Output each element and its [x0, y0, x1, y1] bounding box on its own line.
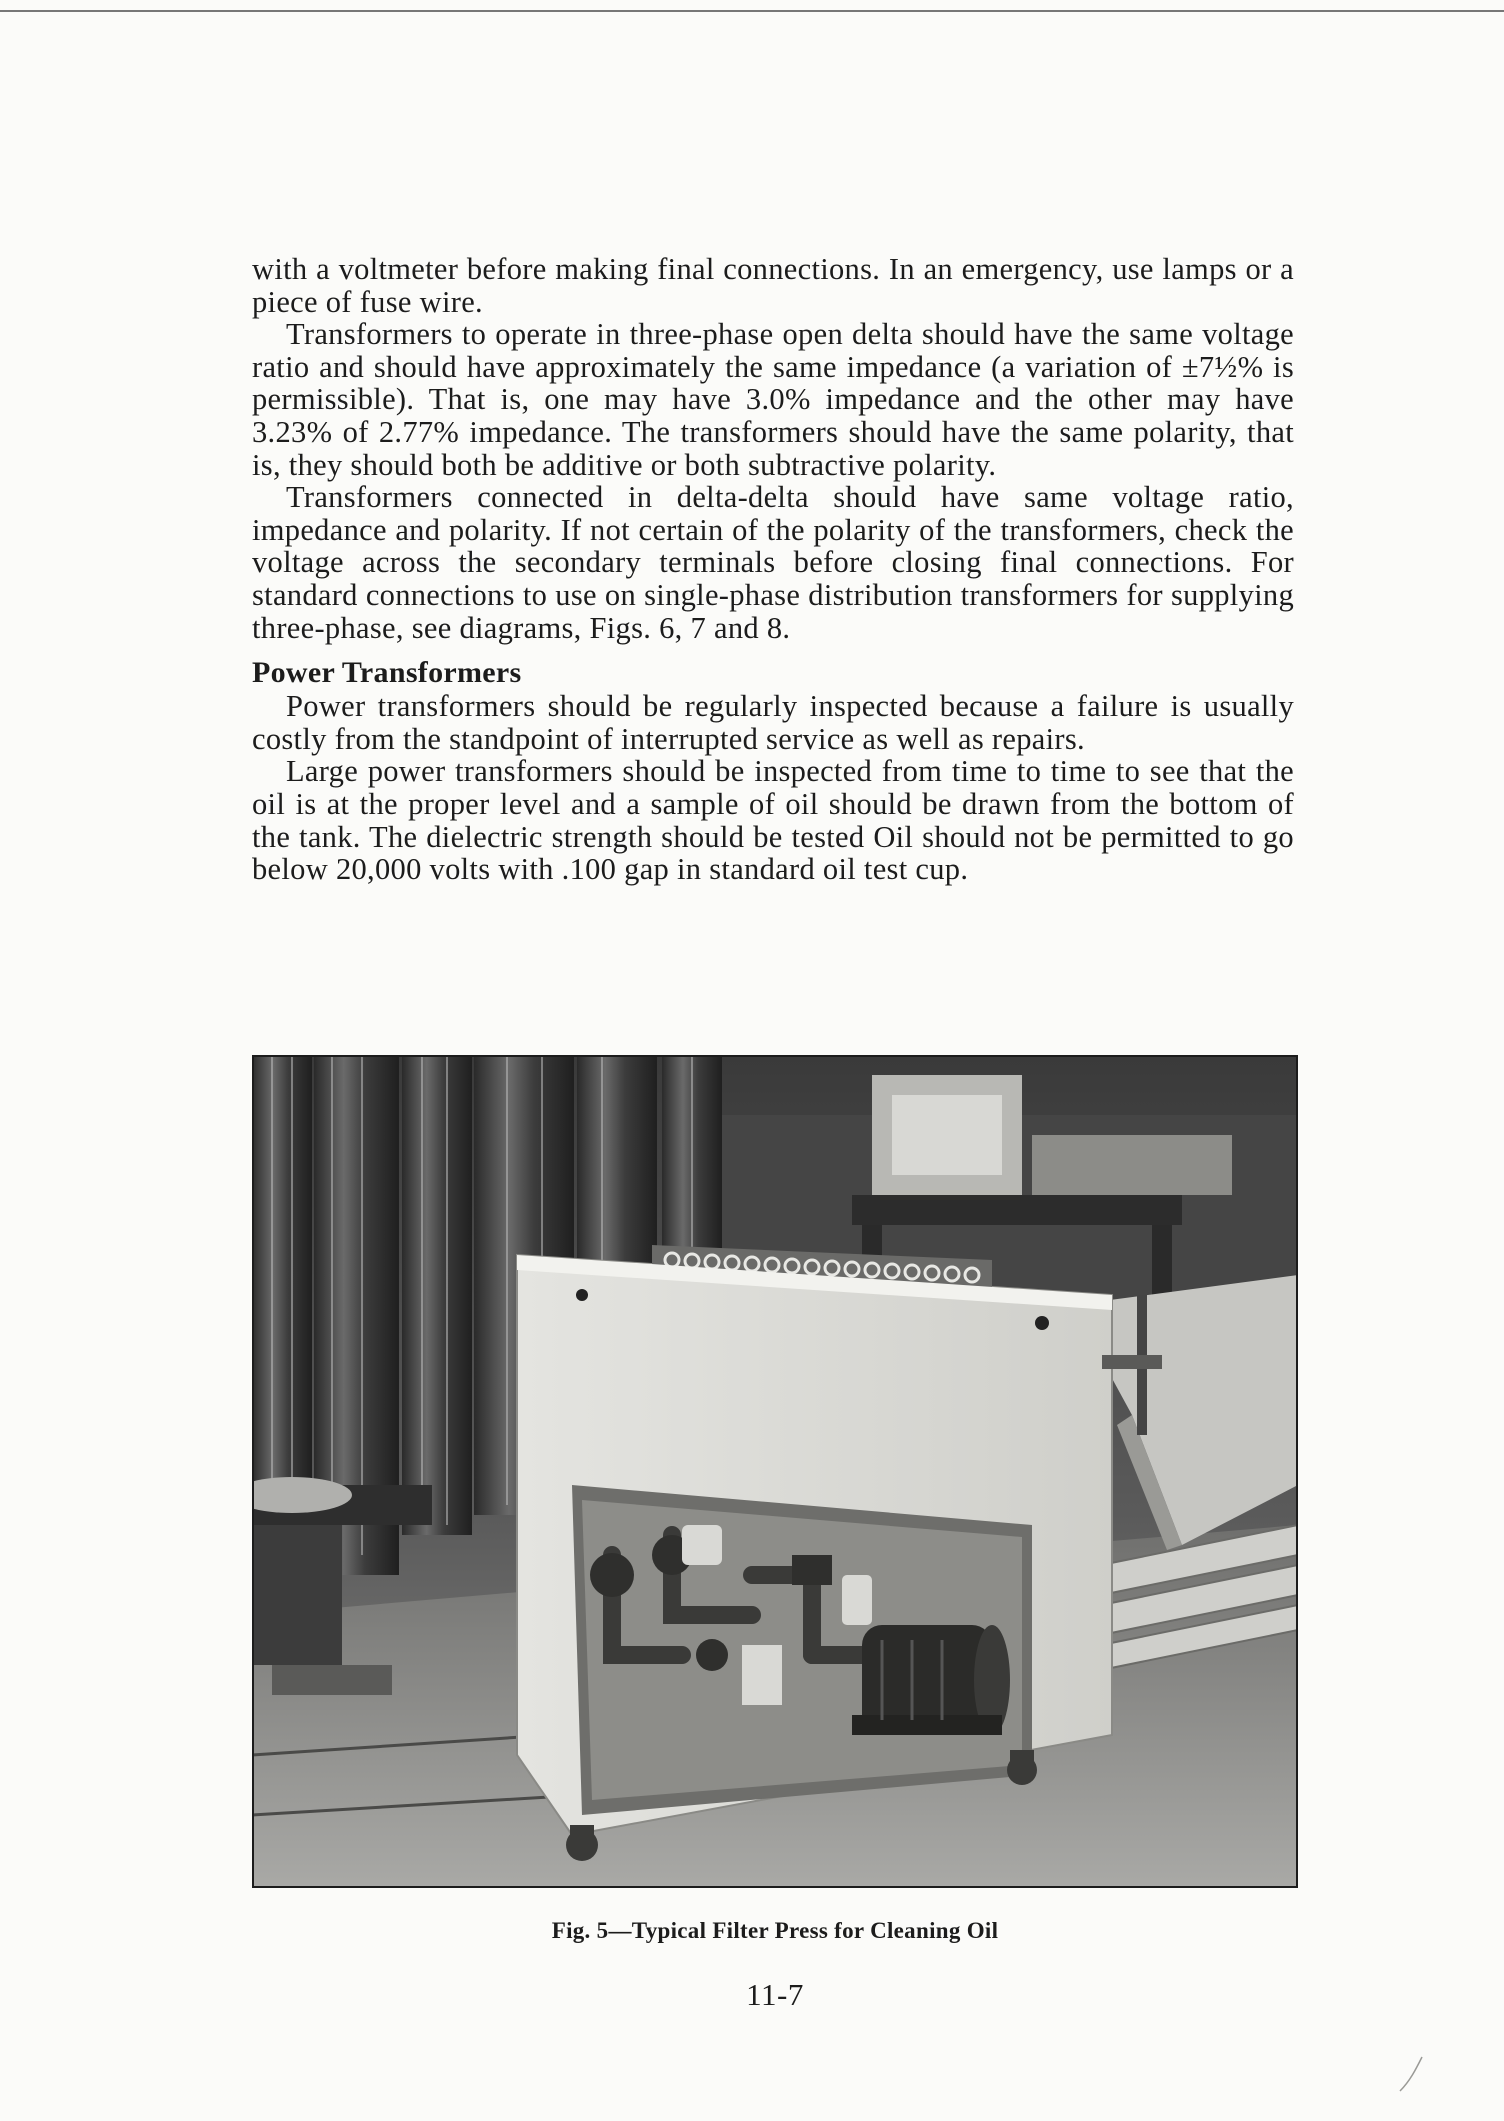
paragraph-1: with a voltmeter before making final connections. In an emergency, use lamps or a piece of fuse wire.	[252, 252, 1294, 319]
paragraph-3: Transformers connected in delta-delta should have same voltage ratio, impedance and polarity. If not certain of the polarity of the transformers, check the voltage across the secondary terminals before closing final connections. For standard connections to use on single-phase distribution transformers for supplying three-phase, see diagrams, Figs. 6, 7 and 8.	[252, 480, 1294, 645]
page-number: 11-7	[746, 1977, 804, 2012]
paragraph-4: Power transformers should be regularly inspected because a failure is usually costly from the standpoint of interrupted service as well as repairs.	[252, 689, 1294, 756]
figure-photo	[252, 1055, 1298, 1888]
top-rule	[0, 10, 1504, 12]
body-text	[252, 253, 1294, 886]
pencil-mark	[1396, 2055, 1426, 2100]
paragraph-2: Transformers to operate in three-phase open delta should have the same voltage ratio and should have approximately the same impedance (a variation of ±7½% is permissible). That is, one may have 3.0% impedance and the other may have 3.23% of 2.77% impedance. The transformers should have the same polarity, that is, they should both be additive or both subtractive polarity.	[252, 317, 1294, 482]
section-heading: Power Transformers	[252, 656, 522, 690]
paragraph-5: Large power transformers should be inspected from time to time to see that the oil is at the proper level and a sample of oil should be drawn from the bottom of the tank. The dielectric strength should be tested Oil should not be permitted to go below 20,000 volts with .100 gap in standard oil test cup.	[252, 754, 1294, 887]
figure-caption: Fig. 5—Typical Filter Press for Cleaning Oil	[551, 1918, 999, 1943]
